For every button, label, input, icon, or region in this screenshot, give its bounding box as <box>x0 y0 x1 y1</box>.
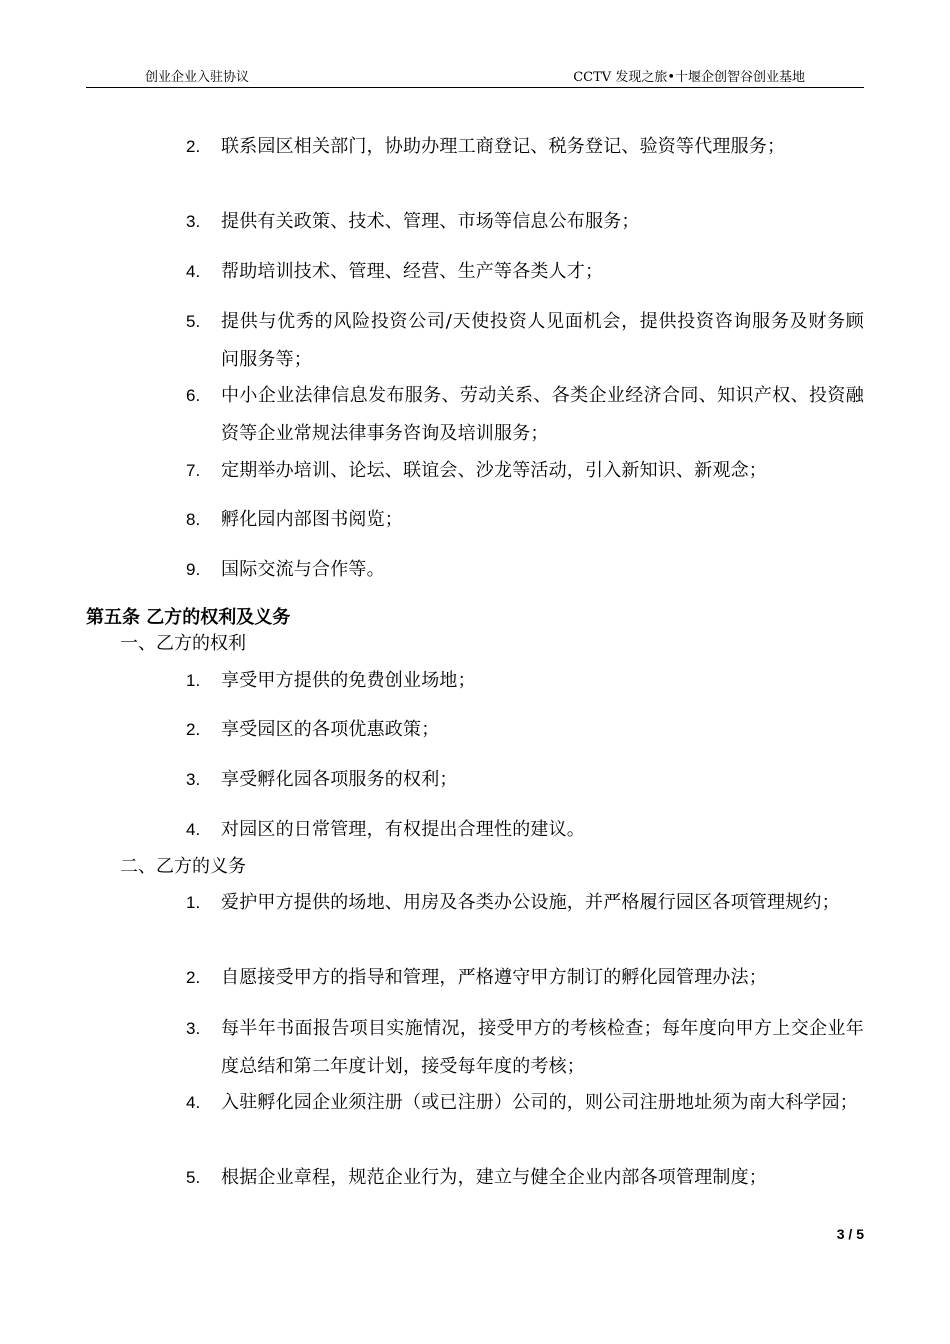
list-item-number: 3. <box>186 212 201 231</box>
list-item-number: 3. <box>186 770 201 789</box>
list-item-text: 每半年书面报告项目实施情况，接受甲方的考核检查；每年度向甲方上交企业年度总结和第二年度计划，接受每年度的考核； <box>221 1018 864 1077</box>
header-doc-title: 创业企业入驻协议 <box>145 70 250 85</box>
list-item-number: 4. <box>186 820 201 839</box>
list-item-text: 根据企业章程，规范企业行为，建立与健全企业内部各项管理制度； <box>221 1167 767 1188</box>
list-item-text: 享受孵化园各项服务的权利； <box>221 769 458 790</box>
list-item-text: 享受甲方提供的免费创业场地； <box>221 670 476 691</box>
list-item-number: 2. <box>186 137 201 156</box>
list-item-number: 2. <box>186 968 201 987</box>
list-item-number: 2. <box>186 720 201 739</box>
list-item-number: 9. <box>186 560 201 579</box>
list-item-number: 5. <box>186 312 201 331</box>
list-item-number: 3. <box>186 1019 201 1038</box>
list-item-number: 6. <box>186 386 201 405</box>
list-item-number: 7. <box>186 461 201 480</box>
list-item-text: 对园区的日常管理，有权提出合理性的建议。 <box>221 819 585 840</box>
list-item-text: 入驻孵化园企业须注册（或已注册）公司的，则公司注册地址须为南大科学园； <box>221 1092 858 1113</box>
list-item-number: 4. <box>186 262 201 281</box>
list-item-number: 1. <box>186 671 201 690</box>
list-item-text: 享受园区的各项优惠政策； <box>221 719 440 740</box>
article-heading: 第五条 乙方的权利及义务 <box>86 607 291 628</box>
section-heading-rights: 一、乙方的权利 <box>120 633 246 654</box>
list-item-text: 国际交流与合作等。 <box>221 559 385 580</box>
list-item-text: 帮助培训技术、管理、经营、生产等各类人才； <box>221 261 604 282</box>
list-item-number: 1. <box>186 893 201 912</box>
list-item-text: 自愿接受甲方的指导和管理，严格遵守甲方制订的孵化园管理办法； <box>221 967 767 988</box>
list-item-number: 4. <box>186 1093 201 1112</box>
section-heading-duties: 二、乙方的义务 <box>120 856 246 877</box>
list-item-text: 联系园区相关部门，协助办理工商登记、税务登记、验资等代理服务； <box>221 136 786 157</box>
list-item-number: 8. <box>186 510 201 529</box>
page-number: 3 / 5 <box>836 1226 864 1242</box>
list-item-text: 提供与优秀的风险投资公司/天使投资人见面机会，提供投资咨询服务及财务顾问服务等； <box>221 311 864 370</box>
list-item-text: 中小企业法律信息发布服务、劳动关系、各类企业经济合同、知识产权、投资融资等企业常规法律事务咨询及培训服务； <box>221 385 864 444</box>
header-org-name: CCTV 发现之旅•十堰企创智谷创业基地 <box>573 70 805 85</box>
list-item-text: 孵化园内部图书阅览； <box>221 509 403 530</box>
list-item-text: 定期举办培训、论坛、联谊会、沙龙等活动，引入新知识、新观念； <box>221 460 767 481</box>
list-item-number: 5. <box>186 1168 201 1187</box>
list-item-text: 爱护甲方提供的场地、用房及各类办公设施，并严格履行园区各项管理规约； <box>221 892 840 913</box>
list-item-text: 提供有关政策、技术、管理、市场等信息公布服务； <box>221 211 640 232</box>
header-divider <box>86 87 864 88</box>
